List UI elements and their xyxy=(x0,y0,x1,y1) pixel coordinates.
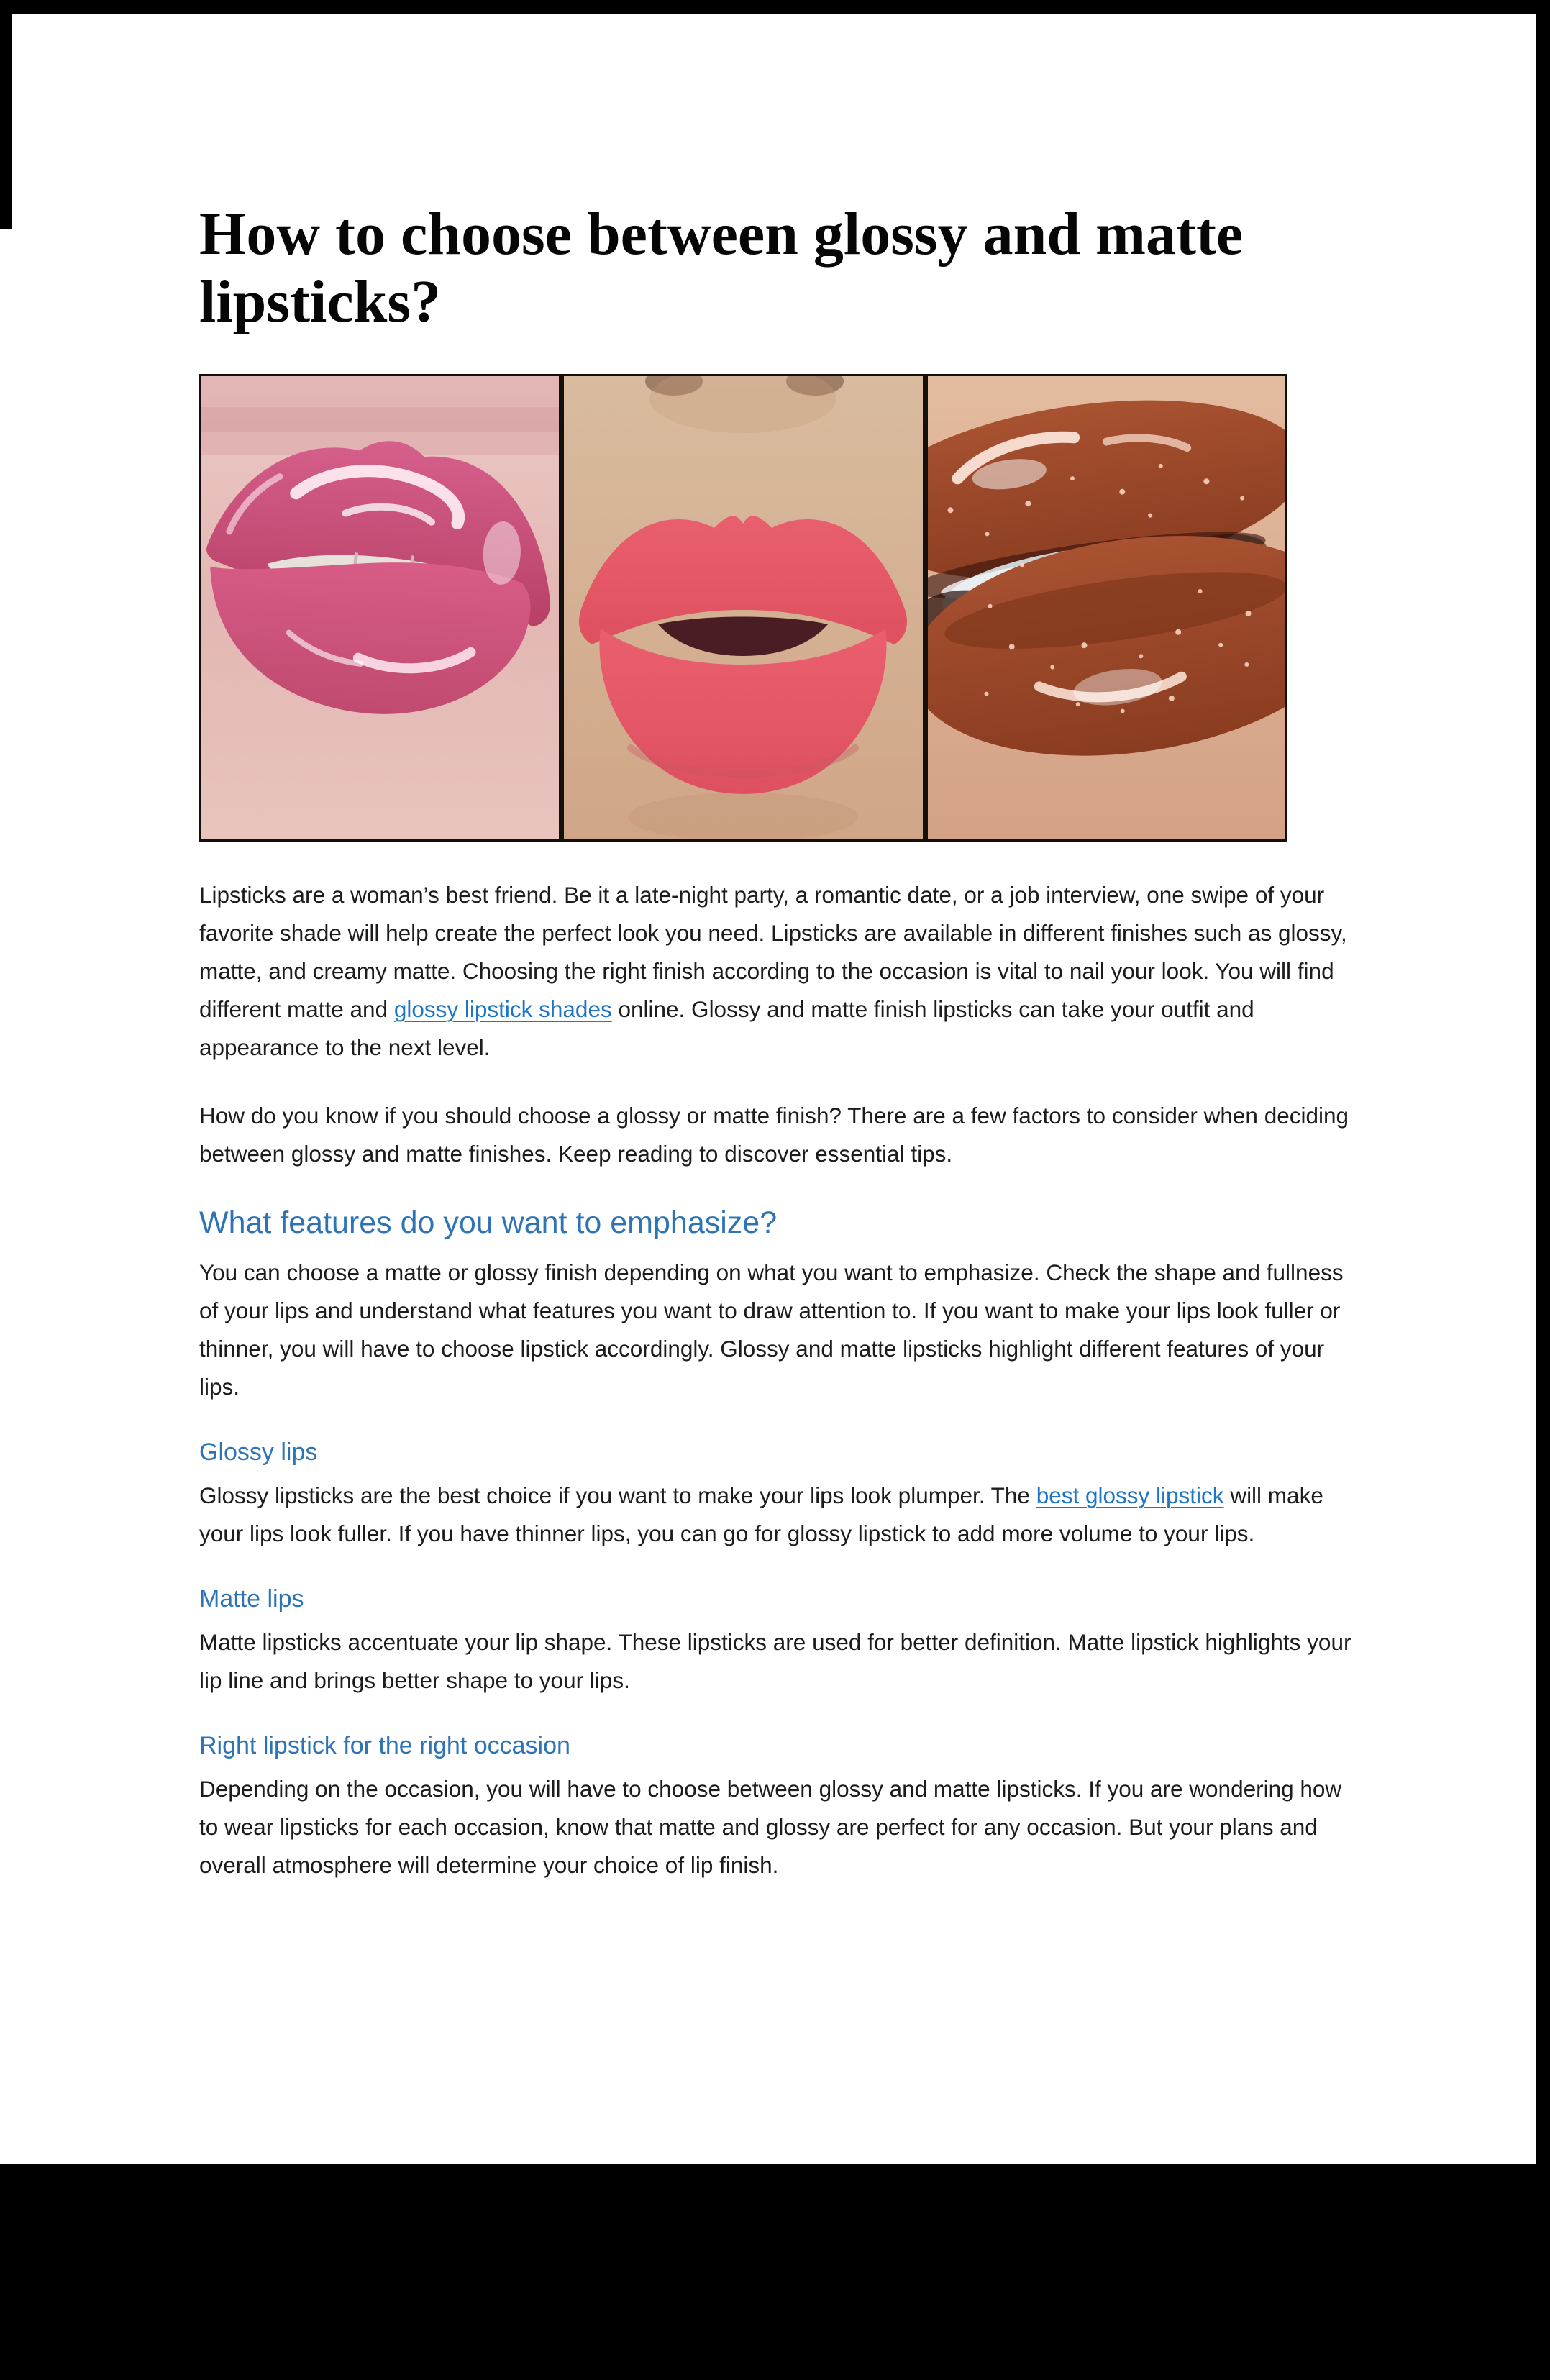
page-title: How to choose between glossy and matte lipsticks? xyxy=(199,201,1244,335)
document-page xyxy=(0,14,1536,2164)
features-paragraph: You can choose a matte or glossy finish depending on what you want to emphasize. Check the shape and fullness of your lips and understand what features you want to draw attention to. If you want to make your lips look fuller or thinner, you will have to choose lipstick accordingly. Glossy and matte lipsticks highlight different features of your lips. xyxy=(199,1259,1344,1400)
subsection-heading-right-occasion: Right lipstick for the right occasion xyxy=(199,1732,570,1759)
glossy-lipstick-shades-link[interactable]: glossy lipstick shades xyxy=(393,996,612,1022)
intro-text-after-link: online. Glossy and matte finish lipsticks can take your outfit and appearance to the next level. xyxy=(199,996,1254,1060)
intro-text-before-link: Lipsticks are a woman’s best friend. Be it a late-night party, a romantic date, or a job interview, one swipe of your favorite shade will help create the perfect look you need. Lipsticks are available in different finishes such as glossy, matte, and creamy matte. Choosing the right finish according to the occasion is vital to nail your look. You will find different matte and xyxy=(199,882,1347,1022)
section-heading-features: What features do you want to emphasize? xyxy=(199,1205,778,1240)
matte-coral-lips-panel xyxy=(564,374,923,842)
glossy-text-before-link: Glossy lipsticks are the best choice if you want to make your lips look plumper. The xyxy=(199,1482,1036,1508)
lips-comparison-svg xyxy=(199,374,1287,842)
scan-edge-artifact xyxy=(0,14,12,229)
glossy-text-after-link: will make your lips look fuller. If you have thinner lips, you can go for glossy lipstick to add more volume to your lips. xyxy=(199,1482,1323,1546)
subsection-heading-matte-lips: Matte lips xyxy=(199,1585,304,1613)
document-content xyxy=(0,14,1536,1884)
matte-lips-paragraph: Matte lipsticks accentuate your lip shape. These lipsticks are used for better definition. Matte lipstick highlights your lip line and brings better shape to your lips. xyxy=(199,1629,1351,1693)
glossy-pink-lips-panel xyxy=(199,376,559,839)
considerations-paragraph: How do you know if you should choose a glossy or matte finish? There are a few factors to consider when deciding between glossy and matte finishes. Keep reading to discover essential tips. xyxy=(199,1103,1349,1167)
occasion-paragraph: Depending on the occasion, you will have to choose between glossy and matte lipsticks. If you are wondering how to wear lipsticks for each occasion, know that matte and glossy are perfect for any occasion. But your plans and overall atmosphere will determine your choice of lip finish. xyxy=(199,1776,1342,1878)
glossy-lips-paragraph xyxy=(199,1477,1352,1553)
lips-comparison-image xyxy=(199,374,1287,842)
best-glossy-lipstick-link[interactable]: best glossy lipstick xyxy=(1036,1482,1224,1508)
subsection-heading-glossy-lips: Glossy lips xyxy=(199,1439,318,1466)
intro-paragraph xyxy=(199,876,1352,1067)
